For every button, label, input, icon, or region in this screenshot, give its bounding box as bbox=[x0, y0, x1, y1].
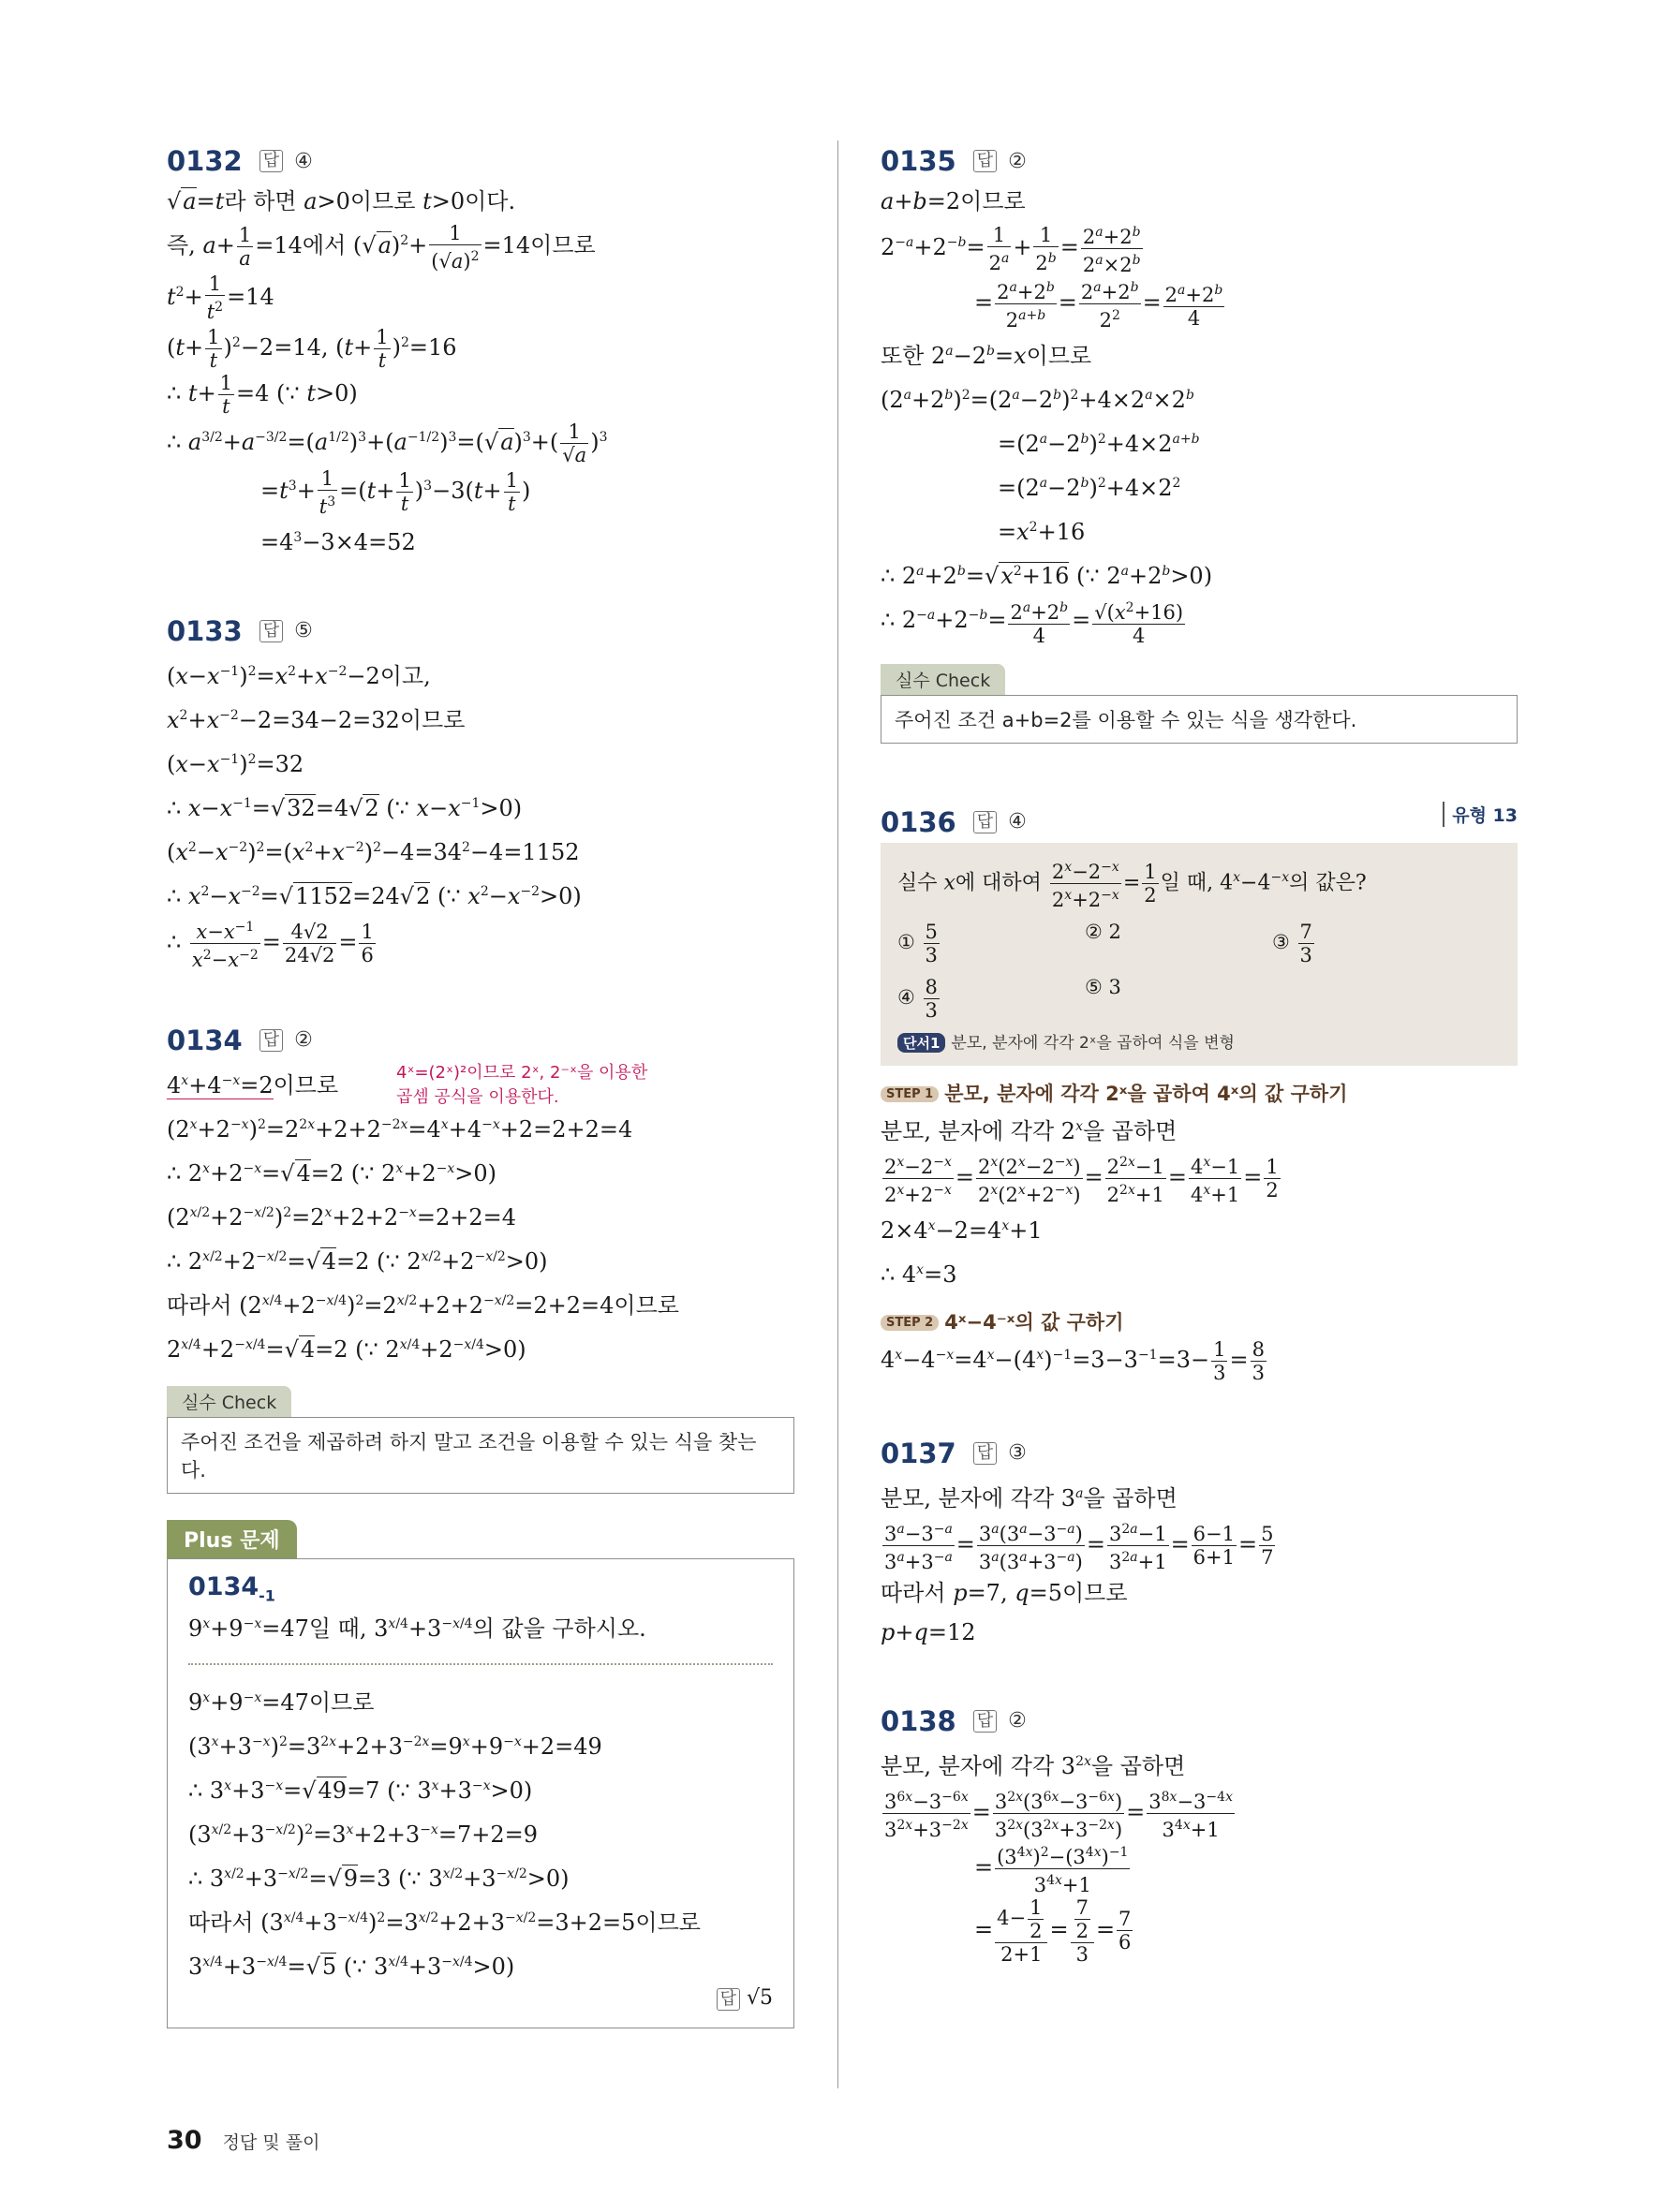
solution-0138: 분모, 분자에 각각 $3^{2x}$을 곱하면 $\frac{3^{6x}-3^{-6x}}{3^{2x}+3^{-2x}}$ = $\frac{3^{2x}(3^{6x}-3^{-6x})}{3^{2x}(3^{2x}+3^{-2x})}$ = $\frac{3^{8x}-3^{-4x}}{3^{4x}+1}$ = $\frac{(3^{4x})^2-(3^{4x})^{-1}}{3^{4x}+1}$ = 4− $\frac{1}{2}$ 2+1 = $\frac{\frac{7}{2}}{3}$ = $\frac{7}{6}$ bbox=[881, 1752, 1233, 1966]
plus-tab: Plus 문제 bbox=[167, 1520, 297, 1558]
problem-0137-header bbox=[881, 1433, 1518, 1474]
problem-0133-header bbox=[167, 611, 794, 652]
answer-mark: 답 bbox=[973, 1710, 997, 1733]
problem-0136-statement: 실수 x에 대하여 $\frac{2^x-2^{-x}}{2^x+2^{-x}}$ = $\frac{1}{2}$ 일 때, $4^x-4^{-x}$의 값은? ① $\frac{5}{3}$ ② 2 ③ $\frac{7}{3}$ ④ $\frac{8}{3}$ ⑤ 3 단서1 분모, 분자에 각각 2ˣ을 곱하여 식을 변형 bbox=[881, 843, 1518, 1066]
answer-value: ③ bbox=[1008, 1441, 1027, 1465]
answer-mark: 답 bbox=[259, 620, 283, 642]
solution-0133: $(x-x^{-1})^2=x^2+x^{-2}-2$이고, $x^2+x^{-2}-2=34-2=32$이므로 $(x-x^{-1})^2=32$ ∴ $x-x^{-1}=√32=4√2$ (∵ $x-x^{-1}>0$) $(x^2-x^{-2})^2=(x^2+x^{-2})^2-4=34^2-4=1152$ ∴ $x^2-x^{-2}=√1152=24√2$ (∵ $x^2-x^{-2}>0$) ∴ $\frac{x-x^{-1}}{x^2-x^{-2}}$ = $\frac{4√2}{24√2}$ = $\frac{1}{6}$ bbox=[167, 662, 582, 971]
problem-number: 0132 bbox=[167, 145, 243, 177]
plus-answer: 답 √5 bbox=[188, 1986, 773, 2011]
answer-mark: 답 bbox=[973, 1442, 997, 1465]
problem-number: 0135 bbox=[881, 145, 956, 177]
answer-value: ② bbox=[294, 1028, 313, 1052]
problem-0138-header bbox=[881, 1701, 1518, 1742]
check-tab: 실수 Check bbox=[167, 1386, 291, 1417]
solution-0134: 4ˣ=(2ˣ)²이므로 2ˣ, 2⁻ˣ을 이용한 곱셈 공식을 이용한다. $4^x+4^{-x}=2$이므로 $(2^x+2^{-x})^2=2^{2x}+2+2^{-2x}=4^x+4^{-x}+2=2+2=4$ ∴ $2^x+2^{-x}=√4=2$ (∵ $2^x+2^{-x}>0$) $(2^{x/2}+2^{-x/2})^2=2^x+2+2^{-x}=2+2=4$ ∴ $2^{x/2}+2^{-x/2}=√4=2$ (∵ $2^{x/2}+2^{-x/2}>0$) 따라서 $(2^{x/4}+2^{-x/4})^2=2^{x/2}+2+2^{-x/2}=2+2=4$이므로 $2^{x/4}+2^{-x/4}=√4=2$ (∵ $2^{x/4}+2^{-x/4}>0$) bbox=[167, 1062, 679, 1363]
solution-0132: √a=t라 하면 a>0이므로 t>0이다. 즉, a+ $\frac{1}{a}$ =14에서 $(√a)^2+$ $\frac{1}{(√a)^2}$ =14이므로 $t^2+$ $\frac{1}{t^2}$ =14 (t+ $\frac{1}{t}$ )$^2$−2=14, (t+ $\frac{1}{t}$ )$^2$=16 ∴ t+ $\frac{1}{t}$ =4 (∵ t>0) ∴ $a^{3/2}+a^{-3/2}=(a^{1/2})^3+(a^{-1/2})^3=(√a)^3+$( $\frac{1}{√a}$ )$^3$ $=t^3+$ $\frac{1}{t^3}$ =(t+ $\frac{1}{t}$ )$^3$−3(t+ $\frac{1}{t}$ ) $=4^3-3\times 4=52$ bbox=[167, 188, 608, 555]
choices: ① $\frac{5}{3}$ ② 2 ③ $\frac{7}{3}$ ④ $\frac{8}{3}$ ⑤ 3 bbox=[897, 920, 1312, 1022]
problem-number: 0134 bbox=[167, 1024, 243, 1056]
hint: 단서1 분모, 분자에 각각 2ˣ을 곱하여 식을 변형 bbox=[897, 1029, 1501, 1053]
solution-0136: 분모, 분자에 각각 2$^x$을 곱하면 $\frac{2^x-2^{-x}}{2^x+2^{-x}}$ = $\frac{2^x(2^x-2^{-x})}{2^x(2^x+2^{-x})}$ = $\frac{2^{2x}-1}{2^{2x}+1}$ = $\frac{4^x-1}{4^x+1}$ = $\frac{1}{2}$ $2\times 4^x-2=4^x+1$ ∴ $4^x=3$ bbox=[881, 1117, 1279, 1288]
solution-0135: a+b=2이므로 $2^{-a}+2^{-b}=$ $\frac{1}{2^a}$ + $\frac{1}{2^b}$ = $\frac{2^a+2^b}{2^a\times 2^b}$ = $\frac{2^a+2^b}{2^{a+b}}$ = $\frac{2^a+2^b}{2^2}$ = $\frac{2^a+2^b}{4}$ 또한 $2^a-2^b=x$이므로 $(2^a+2^b)^2=(2^a-2^b)^2+4\times 2^a\times 2^b$ $=(2^a-2^b)^2+4\times 2^{a+b}$ $=(2^a-2^b)^2+4\times 2^2$ $=x^2+16$ ∴ $2^a+2^b=√x^2+16$ (∵ $2^a+2^b>0$) ∴ $2^{-a}+2^{-b}=$ $\frac{2^a+2^b}{4}$ = $\frac{√(x^2+16)}{4}$ bbox=[881, 188, 1223, 647]
solution-0137: 분모, 분자에 각각 3$^a$을 곱하면 $\frac{3^a-3^{-a}}{3^a+3^{-a}}$ = $\frac{3^a(3^a-3^{-a})}{3^a(3^a+3^{-a})}$ = $\frac{3^{2a}-1}{3^{2a}+1}$ = $\frac{6-1}{6+1}$ = $\frac{5}{7}$ 따라서 p=7, q=5이므로 p+q=12 bbox=[881, 1484, 1274, 1645]
step-2: STEP 2 4ˣ−4⁻ˣ의 값 구하기 bbox=[881, 1307, 1518, 1335]
answer-mark: 답 bbox=[259, 150, 283, 172]
answer-mark: 답 bbox=[259, 1029, 283, 1052]
page-label: 정답 및 풀이 bbox=[222, 2132, 320, 2153]
answer-value: ② bbox=[1008, 149, 1027, 173]
annotation-note: 4ˣ=(2ˣ)²이므로 2ˣ, 2⁻ˣ을 이용한 곱셈 공식을 이용한다. bbox=[396, 1062, 648, 1107]
problem-0136-header-row bbox=[881, 802, 1518, 843]
answer-value: ⑤ bbox=[294, 619, 313, 642]
plus-problem-number: $0134_{-1}$ bbox=[188, 1571, 275, 1604]
answer-value: ② bbox=[1008, 1709, 1027, 1733]
page-number: 30 bbox=[167, 2126, 202, 2155]
answer-mark: 답 bbox=[973, 811, 997, 833]
check-text: 주어진 조건을 제곱하려 하지 말고 조건을 이용할 수 있는 식을 찾는다. bbox=[167, 1417, 794, 1494]
left-column bbox=[167, 140, 794, 2028]
type-tag: 유형 13 bbox=[1443, 802, 1518, 827]
problem-0132-header bbox=[167, 140, 794, 182]
problem-number: 0136 bbox=[881, 805, 956, 838]
column-divider bbox=[837, 140, 838, 2088]
check-text: 주어진 조건 a+b=2를 이용할 수 있는 식을 생각한다. bbox=[881, 695, 1518, 744]
answer-value: ④ bbox=[294, 149, 313, 173]
plus-problem-box: $0134_{-1}$ $9^x+9^{-x}=47$일 때, $3^{x/4}+3^{-x/4}$의 값을 구하시오. $9^x+9^{-x}=47$이므로 $(3^x+3^{-x})^2=3^{2x}+2+3^{-2x}=9^x+9^{-x}+2=49$ ∴ $3^x+3^{-x}=√49=7$ (∵ $3^x+3^{-x}>0$) $(3^{x/2}+3^{-x/2})^2=3^x+2+3^{-x}=7+2=9$ ∴ $3^{x/2}+3^{-x/2}=√9=3$ (∵ $3^{x/2}+3^{-x/2}>0$) 따라서 $(3^{x/4}+3^{-x/4})^2=3^{x/2}+2+3^{-x/2}=3+2=5$이므로 $3^{x/4}+3^{-x/4}=√5$ (∵ $3^{x/4}+3^{-x/4}>0$) 답 √5 bbox=[167, 1558, 794, 2028]
answer-mark: 답 bbox=[973, 150, 997, 172]
check-tab: 실수 Check bbox=[881, 664, 1005, 695]
problem-0136-header bbox=[881, 802, 1518, 843]
right-column: 0135 답 ② a+b=2이므로 $2^{-a}+2^{-b}=$ $\frac{1}{2^a}$ + $\frac{1}{2^b}$ = $\frac{2^a+2^b}{2^a\times 2^b}$ = $\frac{2^a+2^b}{2^{a+b}}$ = $\frac{2^a+2^b}{2^2}$ = $\frac{2^a+2^b}{4}$ 또한 $2^a-2^b=x$이므로 $(2^a+2^b)^2=(2^a-2^b)^2+4\times 2^a\times 2^b$ $=(2^a-2^b)^2+4\times 2^{a+b}$ $=(2^a-2^b)^2+4\times 2^2$ $=x^2+16$ ∴ $2^a+2^b=√x^2+16$ (∵ $2^a+2^b>0$) ∴ $2^{-a}+2^{-b}=$ $\frac{2^a+2^b}{4}$ = $\frac{√(x^2+16)}{4}$ 실수 Check 주어진 조건 a+b=2를 이용할 수 있는 식을 생각한다. 0136 답 ④ 유형 13 실수 x에 대하여 $\frac{2^x-2^{-x}}{2^x+2^{-x}}$ = $\frac{1}{2}$ 일 때, $4^x-4^{-x}$의 값은? ① $\frac{5}{3}$ ② 2 ③ $\frac{7}{3}$ ④ $\frac{8}{3}$ ⑤ 3 단서1 분모, 분자에 각각 2ˣ을 곱하여 식을 변형 STEP 1 분모, 분자에 각각 2ˣ을 곱하여 4ˣ의 값 구하기 분모, 분자에 각각 2$^x$을 곱하면 $\frac{2^x-2^{-x}}{2^x+2^{-x}}$ = $\frac{2^x(2^x-2^{-x})}{2^x(2^x+2^{-x})}$ = $\frac{2^{2x}-1}{2^{2x}+1}$ = $\frac{4^x-1}{4^x+1}$ = $\frac{1}{2}$ $2\times 4^x-2=4^x+1$ ∴ $4^x=3$ STEP 2 4ˣ−4⁻ˣ의 값 구하기 $4^x-4^{-x}=4^x-(4^x)^{-1}=3-3^{-1}=3-$ $\frac{1}{3}$ = $\frac{8}{3}$ 0137 답 ③ 분모, 분자에 각각 3$^a$을 곱하면 $\frac{3^a-3^{-a}}{3^a+3^{-a}}$ = $\frac{3^a(3^a-3^{-a})}{3^a(3^a+3^{-a})}$ = $\frac{3^{2a}-1}{3^{2a}+1}$ = $\frac{6-1}{6+1}$ = $\frac{5}{7}$ 따라서 p=7, q=5이므로 p+q=12 0138 답 ② 분모, 분자에 각각 $3^{2x}$을 곱하면 $\frac{3^{6x}-3^{-6x}}{3^{2x}+3^{-2x}}$ = $\frac{3^{2x}(3^{6x}-3^{-6x})}{3^{2x}(3^{2x}+3^{-2x})}$ = $\frac{3^{8x}-3^{-4x}}{3^{4x}+1}$ = $\frac{(3^{4x})^2-(3^{4x})^{-1}}{3^{4x}+1}$ = 4− $\frac{1}{2}$ 2+1 = $\frac{\frac{7}{2}}{3}$ = $\frac{7}{6}$ bbox=[881, 140, 1518, 1966]
problem-number: 0133 bbox=[167, 614, 243, 647]
problem-0135-header bbox=[881, 140, 1518, 182]
dotted-separator bbox=[188, 1663, 773, 1665]
answer-value: ④ bbox=[1008, 810, 1027, 833]
problem-number: 0138 bbox=[881, 1704, 956, 1737]
problem-number: 0137 bbox=[881, 1437, 956, 1469]
step-1: STEP 1 분모, 분자에 각각 2ˣ을 곱하여 4ˣ의 값 구하기 bbox=[881, 1079, 1518, 1107]
problem-0134-header bbox=[167, 1020, 794, 1061]
page-footer bbox=[167, 2126, 319, 2155]
